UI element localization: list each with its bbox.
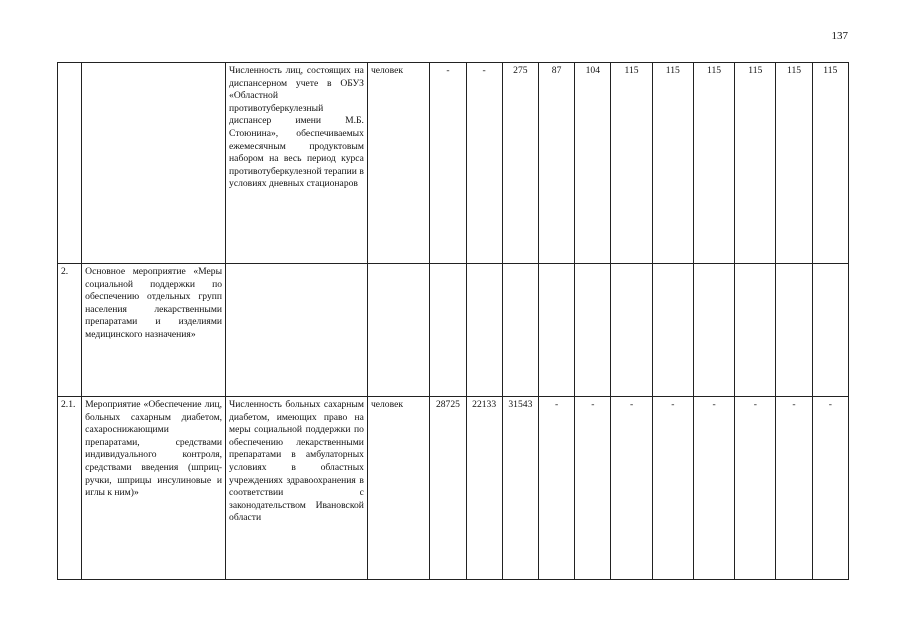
- event-name-cell: Мероприятие «Обеспечение лиц, больных сахарным диабетом, сахароснижающими препаратами, средствами индивидуального контроля, средствами введения (шприц-ручки, шприцы инсулиновые и иглы к ним)»: [82, 397, 226, 580]
- row-number-cell: [58, 63, 82, 264]
- value-cell: 22133: [466, 397, 502, 580]
- value-cell: 104: [575, 63, 611, 264]
- value-cell: -: [812, 397, 848, 580]
- value-cell: -: [652, 397, 693, 580]
- row-number-cell: 2.: [58, 264, 82, 397]
- value-cell: -: [466, 63, 502, 264]
- value-cell: -: [776, 397, 812, 580]
- event-name-cell: [82, 63, 226, 264]
- value-cell: 115: [812, 63, 848, 264]
- value-cell: [652, 264, 693, 397]
- indicator-name-cell: [226, 264, 368, 397]
- unit-cell: [367, 264, 429, 397]
- value-cell: 115: [652, 63, 693, 264]
- row-number-cell: 2.1.: [58, 397, 82, 580]
- event-name-cell: Основное мероприятие «Меры социальной поддержки по обеспечению отдельных групп населения лекарственными препаратами и изделиями медицинского назначения»: [82, 264, 226, 397]
- value-cell: 275: [502, 63, 538, 264]
- value-cell: [502, 264, 538, 397]
- value-cell: -: [430, 63, 466, 264]
- indicator-name-cell: Численность лиц, состоящих на диспансерном учете в ОБУЗ «Областной противотуберкулезный диспансер имени М.Б. Стоюнина», обеспечиваемых ежемесячным продуктовым набором на весь период курса противотуберкулезной терапии в условиях дневных стационаров: [226, 63, 368, 264]
- value-cell: -: [538, 397, 574, 580]
- table-row: [58, 264, 849, 397]
- value-cell: 115: [735, 63, 776, 264]
- value-cell: [466, 264, 502, 397]
- indicator-name-cell: Численность больных сахарным диабетом, имеющих право на меры социальной поддержки по обеспечению лекарственными препаратами в амбулаторных условиях в областных учреждениях здравоохранения в соответствии с законодательством Ивановской области: [226, 397, 368, 580]
- value-cell: [611, 264, 652, 397]
- value-cell: 31543: [502, 397, 538, 580]
- value-cell: 28725: [430, 397, 466, 580]
- value-cell: [776, 264, 812, 397]
- value-cell: -: [611, 397, 652, 580]
- value-cell: -: [735, 397, 776, 580]
- table-row: [58, 397, 849, 580]
- unit-cell: человек: [367, 63, 429, 264]
- value-cell: [575, 264, 611, 397]
- value-cell: 115: [693, 63, 734, 264]
- value-cell: [693, 264, 734, 397]
- page-number: 137: [831, 30, 848, 42]
- value-cell: [812, 264, 848, 397]
- table-row: [58, 63, 849, 264]
- value-cell: 115: [611, 63, 652, 264]
- program-indicators-table: [57, 62, 849, 580]
- value-cell: [430, 264, 466, 397]
- value-cell: 87: [538, 63, 574, 264]
- value-cell: 115: [776, 63, 812, 264]
- value-cell: -: [693, 397, 734, 580]
- value-cell: [538, 264, 574, 397]
- value-cell: -: [575, 397, 611, 580]
- unit-cell: человек: [367, 397, 429, 580]
- value-cell: [735, 264, 776, 397]
